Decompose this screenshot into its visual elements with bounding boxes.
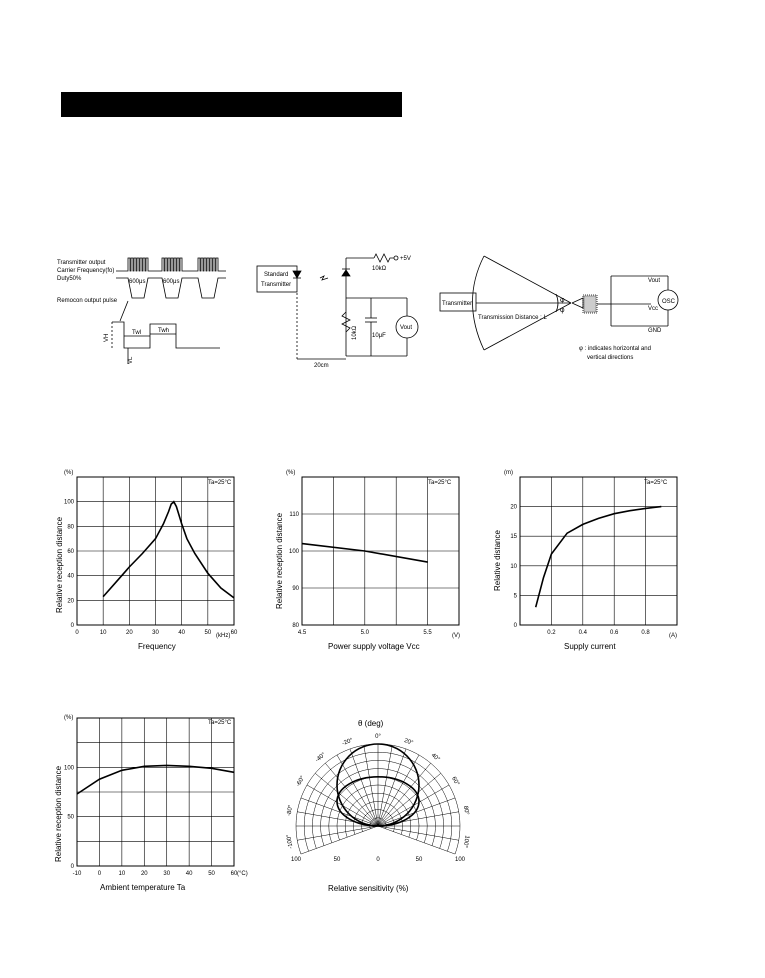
chart-current-ylabel: Relative distance xyxy=(493,530,502,591)
chart-polar-angle-label: 60° xyxy=(450,776,460,787)
chart-temperature-series-line xyxy=(77,765,234,794)
chart-polar-angle-label: -60° xyxy=(295,775,307,788)
chart-polar-angle-label: 80° xyxy=(461,805,470,816)
chart-temperature-ytick-label: 50 xyxy=(67,814,74,821)
chart-temperature-xtick-label: 40 xyxy=(185,871,193,877)
chart-voltage-xtick-label: 5.0 xyxy=(360,630,369,636)
chart-voltage-xtick-label: 4.5 xyxy=(297,630,307,636)
chart-frequency-ytick-label: 80 xyxy=(67,524,74,531)
vout-meter-label: Vout xyxy=(400,325,413,331)
chart-voltage-ticks xyxy=(289,512,432,636)
chart-temperature-grid xyxy=(77,718,234,866)
chart-temperature-xtick-label: 60 xyxy=(230,871,238,877)
chart-voltage-condition: Ta=25°C xyxy=(428,480,452,486)
osc-label: OSC xyxy=(662,299,676,305)
phi-upper-label: φ xyxy=(560,297,565,304)
phi-note-line1: φ : indicates horizontal and xyxy=(579,346,651,352)
chart-frequency xyxy=(50,465,250,660)
chart-voltage-xtick-label: 5.5 xyxy=(423,630,432,636)
chart-current-ytick-label: 5 xyxy=(513,593,517,600)
chart-current-xtick-label: 0.8 xyxy=(641,630,650,636)
chart-temperature-condition: Ta=25°C xyxy=(208,720,232,726)
measuring-circuit xyxy=(252,246,427,371)
chart-current-unit: (m) xyxy=(504,470,513,476)
chart-temperature-xlabel: Ambient temperature Ta xyxy=(100,883,186,892)
chart-polar-radial-label: 0 xyxy=(376,857,380,863)
chart-current-ticks xyxy=(510,505,650,636)
chart-frequency-condition: Ta=25°C xyxy=(208,480,232,486)
chart-current-series-line xyxy=(536,507,662,608)
chart-voltage xyxy=(270,465,470,660)
chart-temperature-xtick-label: 20 xyxy=(140,871,148,877)
chart-frequency-xtick-label: 40 xyxy=(178,630,186,636)
duty-label: Duty50% xyxy=(57,276,82,282)
chart-voltage-xunit: (V) xyxy=(452,633,460,639)
chart-temperature-unit: (%) xyxy=(64,715,74,721)
chart-polar-angle-label: 20° xyxy=(403,737,414,747)
vcc-pin-label: Vcc xyxy=(648,306,659,312)
chart-temperature-ylabel: Relative reception distance xyxy=(54,765,63,862)
transmitter-label: Transmitter xyxy=(442,301,473,307)
chart-voltage-unit: (%) xyxy=(286,470,296,476)
phi-note-line2: vertical directions xyxy=(587,355,634,361)
chart-polar-title: θ (deg) xyxy=(358,719,384,728)
chart-polar-radial-label: 50 xyxy=(415,857,423,863)
directivity-lines xyxy=(440,256,678,350)
chart-current xyxy=(488,465,688,660)
chart-temperature-ytick-label: 100 xyxy=(63,765,74,772)
chart-voltage-ytick-label: 110 xyxy=(289,512,299,518)
chart-frequency-xtick-label: 20 xyxy=(125,630,133,636)
chart-polar-angle-label: 0° xyxy=(375,734,381,740)
chart-temperature-xtick-label: 10 xyxy=(118,871,126,877)
chart-frequency-xtick-label: 50 xyxy=(204,630,212,636)
chart-voltage-ylabel: Relative reception distance xyxy=(275,512,284,609)
chart-temperature-xtick-label: 50 xyxy=(208,871,215,877)
chart-voltage-ytick-label: 80 xyxy=(292,623,299,629)
chart-frequency-grid xyxy=(77,477,234,625)
resistor-1-label: 10kΩ xyxy=(372,266,387,272)
chart-polar-angle-label: 100° xyxy=(461,834,470,849)
chart-voltage-ytick-label: 100 xyxy=(288,549,299,555)
capacitor-label: 10μF xyxy=(372,333,386,339)
chart-temperature-xtick-label: 0 xyxy=(97,871,102,877)
chart-frequency-ylabel: Relative reception distance xyxy=(55,516,64,613)
chart-current-xtick-label: 0.2 xyxy=(547,630,556,636)
transmission-distance-label: Transmission Distance : L xyxy=(478,315,547,321)
standard-transmitter-line2: Transmitter xyxy=(261,282,292,288)
chart-frequency-xtick-label: 10 xyxy=(99,630,107,636)
gnd-pin-label: GND xyxy=(648,328,662,334)
chart-frequency-xtick-label: 30 xyxy=(152,630,159,636)
chart-frequency-ytick-label: 40 xyxy=(67,573,74,580)
section-title-bar xyxy=(61,92,402,117)
chart-polar-angle-label: -40° xyxy=(314,751,327,764)
chart-polar-radial-label: 100 xyxy=(454,857,466,863)
chart-current-grid xyxy=(520,477,677,625)
timing-diagram xyxy=(50,246,240,371)
chart-voltage-grid xyxy=(302,477,459,625)
phi-lower-label: φ xyxy=(560,307,565,314)
chart-current-xlabel: Supply current xyxy=(564,642,616,651)
chart-current-frame xyxy=(520,477,677,625)
chart-polar xyxy=(283,712,483,897)
vh-label: VH xyxy=(104,333,110,342)
chart-voltage-ytick-label: 90 xyxy=(292,586,299,592)
chart-current-ytick-label: 0 xyxy=(513,623,517,629)
resistor-2-label: 10kΩ xyxy=(352,325,358,340)
burst-1-label: 600μs xyxy=(129,279,146,285)
chart-polar-spoke xyxy=(297,826,378,840)
chart-temperature-ticks xyxy=(64,765,238,877)
chart-polar-angle-label: -100° xyxy=(286,833,295,850)
chart-temperature-xtick-label: -10 xyxy=(72,871,82,877)
standard-transmitter-line1: Standard xyxy=(264,272,289,278)
chart-frequency-series-line xyxy=(103,502,234,598)
chart-frequency-xlabel: Frequency xyxy=(138,642,176,651)
transmitter-output-label: Transmitter output xyxy=(57,260,106,266)
chart-current-xtick-label: 0.6 xyxy=(610,630,619,636)
burst-2-label: 600μs xyxy=(163,279,180,285)
circuit-wiring xyxy=(293,254,418,361)
chart-polar-radial-label: 100 xyxy=(290,857,302,863)
chart-current-ytick-label: 15 xyxy=(510,534,517,541)
chart-polar-angle-label: 40° xyxy=(429,752,441,764)
twh-label: Twh xyxy=(158,328,170,334)
chart-frequency-xtick-label: 60 xyxy=(230,630,238,636)
chart-frequency-unit: (%) xyxy=(64,470,74,476)
chart-polar-xlabel: Relative sensitivity (%) xyxy=(328,884,409,893)
chart-temperature-xunit: (°C) xyxy=(237,871,248,877)
receiver-module-hatch xyxy=(584,296,596,312)
chart-temperature-ytick-label: 0 xyxy=(70,864,74,870)
chart-polar-spoke xyxy=(378,826,459,840)
chart-frequency-ytick-label: 60 xyxy=(67,549,74,555)
chart-frequency-xunit: (kHz) xyxy=(216,633,231,639)
chart-voltage-xlabel: Power supply voltage Vcc xyxy=(328,642,420,651)
vl-label: VL xyxy=(128,356,134,364)
chart-polar-angle-label: -80° xyxy=(286,804,295,817)
supply-label: +5V xyxy=(400,256,411,262)
chart-frequency-xtick-label: 0 xyxy=(75,630,79,636)
chart-polar-angle-label: -20° xyxy=(341,737,354,748)
standard-transmitter-box xyxy=(257,266,297,292)
chart-polar-radial-label: 50 xyxy=(333,857,341,863)
chart-frequency-ytick-label: 20 xyxy=(67,598,74,605)
chart-frequency-ytick-label: 100 xyxy=(63,499,74,506)
chart-temperature-xtick-label: 30 xyxy=(163,871,171,877)
chart-temperature xyxy=(50,708,260,898)
chart-current-condition: Ta=25°C xyxy=(644,480,668,486)
chart-frequency-ticks xyxy=(64,500,238,636)
chart-current-ytick-label: 20 xyxy=(510,504,517,511)
chart-current-xunit: (A) xyxy=(669,633,677,639)
receiver-output-label: Remocon output pulse xyxy=(57,298,118,304)
transmitter-waveform xyxy=(116,258,226,298)
chart-current-ytick-label: 10 xyxy=(510,563,517,570)
distance-label: 20cm xyxy=(314,363,329,369)
vout-pin-label: Vout xyxy=(648,278,661,284)
chart-frequency-ytick-label: 0 xyxy=(70,623,74,629)
chart-current-xtick-label: 0.4 xyxy=(578,630,587,636)
twl-label: Twl xyxy=(132,330,141,336)
carrier-frequency-label: Carrier Frequency(fo) xyxy=(57,268,115,274)
directivity-setup xyxy=(436,246,688,371)
